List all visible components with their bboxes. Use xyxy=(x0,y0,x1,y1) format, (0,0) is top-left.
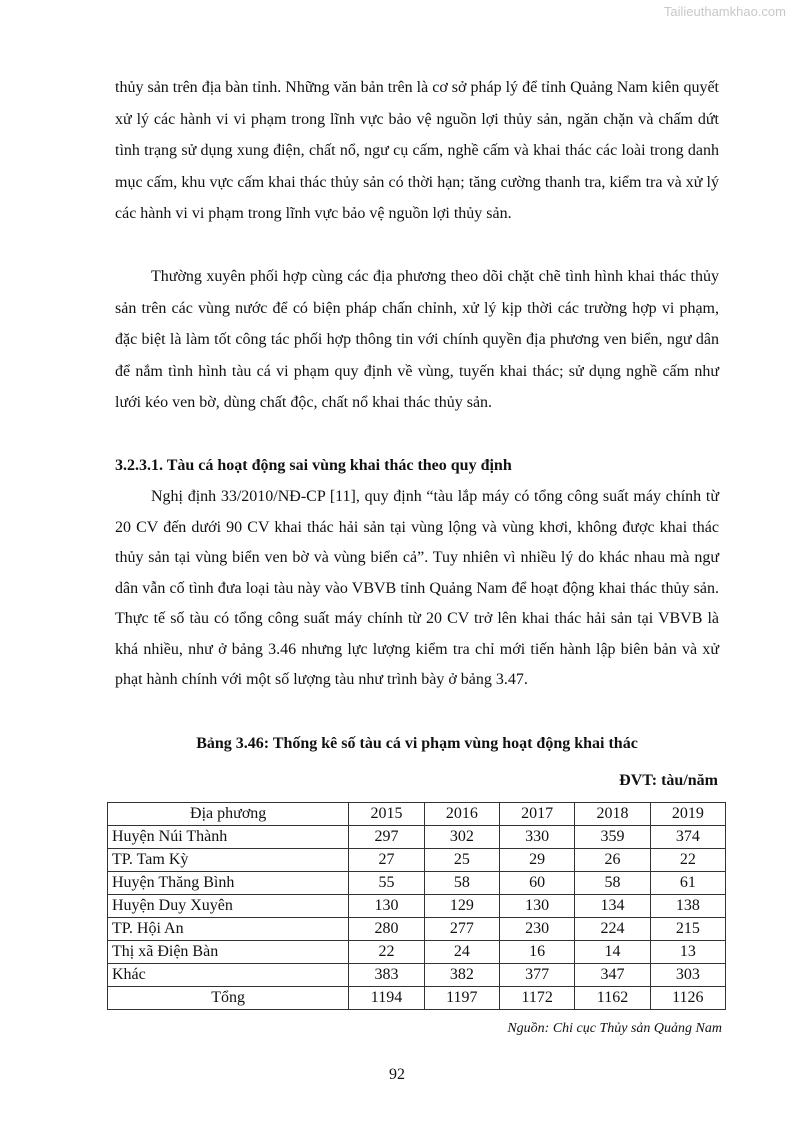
row-label: TP. Hội An xyxy=(108,918,349,941)
column-header: 2015 xyxy=(349,803,424,826)
column-header: 2017 xyxy=(500,803,575,826)
table-row xyxy=(108,895,726,918)
total-value: 1197 xyxy=(424,987,499,1010)
cell-value: 383 xyxy=(349,964,424,987)
table-row xyxy=(108,941,726,964)
cell-value: 374 xyxy=(650,826,725,849)
column-header: 2019 xyxy=(650,803,725,826)
paragraph: thủy sản trên địa bàn tỉnh. Những văn bản trên là cơ sở pháp lý để tỉnh Quảng Nam kiên quyết xử lý các hành vi vi phạm trong lĩnh vực bảo vệ nguồn lợi thủy sản, ngăn chặn và chấm dứt tình trạng sử dụng xung điện, chất nổ, ngư cụ cấm, nghề cấm và khai thác các loài trong danh mục cấm, khu vực cấm khai thác thủy sản có thời hạn; tăng cường thanh tra, kiểm tra và xử lý các hành vi vi phạm trong lĩnh vực bảo vệ nguồn lợi thủy sản. xyxy=(115,79,719,222)
cell-value: 55 xyxy=(349,872,424,895)
table-row xyxy=(108,964,726,987)
cell-value: 22 xyxy=(349,941,424,964)
data-table xyxy=(107,802,726,1010)
table-row xyxy=(108,872,726,895)
section-heading: 3.2.3.1. Tàu cá hoạt động sai vùng khai thác theo quy định xyxy=(115,457,512,474)
cell-value: 27 xyxy=(349,849,424,872)
cell-value: 277 xyxy=(424,918,499,941)
cell-value: 280 xyxy=(349,918,424,941)
page-number: 92 xyxy=(389,1066,405,1083)
cell-value: 130 xyxy=(349,895,424,918)
row-label: Huyện Thăng Bình xyxy=(108,872,349,895)
table-unit: ĐVT: tàu/năm xyxy=(619,772,718,789)
column-header: 2016 xyxy=(424,803,499,826)
cell-value: 297 xyxy=(349,826,424,849)
cell-value: 347 xyxy=(575,964,650,987)
row-label: Huyện Duy Xuyên xyxy=(108,895,349,918)
cell-value: 16 xyxy=(500,941,575,964)
cell-value: 61 xyxy=(650,872,725,895)
table-source: Nguồn: Chi cục Thủy sản Quảng Nam xyxy=(507,1021,722,1036)
cell-value: 58 xyxy=(575,872,650,895)
cell-value: 377 xyxy=(500,964,575,987)
cell-value: 359 xyxy=(575,826,650,849)
paragraph: Nghị định 33/2010/NĐ-CP [11], quy định “tàu lắp máy có tổng công suất máy chính từ 20 CV đến dưới 90 CV khai thác hải sản tại vùng lộng và vùng khơi, không được khai thác thủy sản tại vùng biển ven bờ và vùng biển cả”. Tuy nhiên vì nhiều lý do khác nhau mà ngư dân vẫn cố tình đưa loại tàu này vào VBVB tỉnh Quảng Nam để hoạt động khai thác thủy sản. Thực tế số tàu có tổng công suất máy chính từ 20 CV trở lên khai thác hải sản tại VBVB là khá nhiều, như ở bảng 3.46 nhưng lực lượng kiểm tra chỉ mới tiến hành lập biên bản và xử phạt hành chính với một số lượng tàu như trình bày ở bảng 3.47. xyxy=(115,488,719,688)
total-value: 1172 xyxy=(500,987,575,1010)
cell-value: 134 xyxy=(575,895,650,918)
table-row xyxy=(108,849,726,872)
cell-value: 24 xyxy=(424,941,499,964)
cell-value: 22 xyxy=(650,849,725,872)
cell-value: 302 xyxy=(424,826,499,849)
cell-value: 330 xyxy=(500,826,575,849)
table-row xyxy=(108,918,726,941)
table-caption: Bảng 3.46: Thống kê số tàu cá vi phạm vùng hoạt động khai thác xyxy=(196,735,638,752)
cell-value: 25 xyxy=(424,849,499,872)
cell-value: 58 xyxy=(424,872,499,895)
paragraph: Thường xuyên phối hợp cùng các địa phương theo dõi chặt chẽ tình hình khai thác thủy sản trên các vùng nước để có biện pháp chấn chỉnh, xử lý kịp thời các trường hợp vi phạm, đặc biệt là làm tốt công tác phối hợp thông tin với chính quyền địa phương ven biển, ngư dân để nắm tình hình tàu cá vi phạm quy định về vùng, tuyến khai thác; sử dụng nghề cấm như lưới kéo ven bờ, dùng chất độc, chất nổ khai thác thủy sản. xyxy=(115,268,719,411)
column-header: Địa phương xyxy=(108,803,349,826)
cell-value: 60 xyxy=(500,872,575,895)
cell-value: 26 xyxy=(575,849,650,872)
total-label: Tổng xyxy=(108,987,349,1010)
total-value: 1194 xyxy=(349,987,424,1010)
cell-value: 224 xyxy=(575,918,650,941)
row-label: TP. Tam Kỳ xyxy=(108,849,349,872)
row-label: Thị xã Điện Bàn xyxy=(108,941,349,964)
cell-value: 130 xyxy=(500,895,575,918)
cell-value: 215 xyxy=(650,918,725,941)
table-row xyxy=(108,826,726,849)
watermark: Tailieuthamkhao.com xyxy=(663,4,786,19)
row-label: Huyện Núi Thành xyxy=(108,826,349,849)
cell-value: 230 xyxy=(500,918,575,941)
total-value: 1126 xyxy=(650,987,725,1010)
cell-value: 14 xyxy=(575,941,650,964)
cell-value: 382 xyxy=(424,964,499,987)
table-header-row xyxy=(108,803,726,826)
cell-value: 129 xyxy=(424,895,499,918)
column-header: 2018 xyxy=(575,803,650,826)
cell-value: 138 xyxy=(650,895,725,918)
cell-value: 13 xyxy=(650,941,725,964)
cell-value: 29 xyxy=(500,849,575,872)
row-label: Khác xyxy=(108,964,349,987)
cell-value: 303 xyxy=(650,964,725,987)
total-value: 1162 xyxy=(575,987,650,1010)
total-row xyxy=(108,987,726,1010)
